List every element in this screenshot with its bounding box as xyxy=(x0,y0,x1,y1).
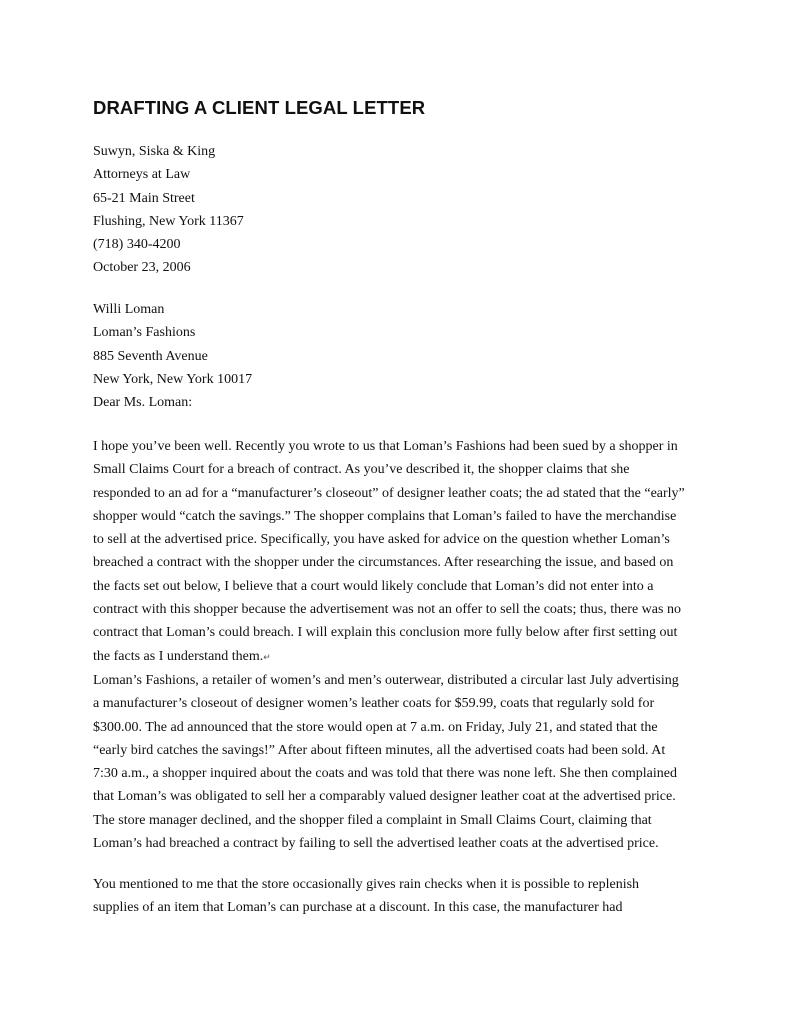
paragraph-mark-icon: ↵ xyxy=(263,651,271,662)
body-line: responded to an ad for a “manufacturer’s closeout” of designer leather coats; the ad stated that the “early” xyxy=(93,485,685,501)
sender-firm: Suwyn, Siska & King xyxy=(93,144,216,159)
body-line: breached a contract with the shopper under the circumstances. After researching the issue, and based on xyxy=(93,555,674,571)
body-line: that Loman’s was obligated to sell her a comparably valued designer leather coat at the advertised price. xyxy=(93,789,676,805)
body-line: a manufacturer’s closeout of designer women’s leather coats for $59.99, coats that regularly sold for xyxy=(93,696,655,712)
body-line: The store manager declined, and the shopper filed a complaint in Small Claims Court, claiming that xyxy=(93,812,652,828)
body-line: I hope you’ve been well. Recently you wrote to us that Loman’s Fashions had been sued by a shopper in xyxy=(93,439,678,454)
sender-city: Flushing, New York 11367 xyxy=(93,213,244,229)
document-title: DRAFTING A CLIENT LEGAL LETTER xyxy=(93,97,426,118)
body-line: Small Claims Court for a breach of contract. As you’ve described it, the shopper claims that she xyxy=(93,462,630,478)
sender-address-block xyxy=(93,140,244,280)
body-line-last xyxy=(93,645,685,669)
body-line: $300.00. The ad announced that the store would open at 7 a.m. on Friday, July 21, and stated that the xyxy=(93,719,658,735)
body-line: contract with this shopper because the advertisement was not an offer to sell the coats; thus, there was no xyxy=(93,602,681,618)
body-line: supplies of an item that Loman’s can purchase at a discount. In this case, the manufacturer had xyxy=(93,900,623,916)
body-line: contract that Loman’s could breach. I will explain this conclusion more fully below after first setting out xyxy=(93,625,678,641)
body-line: 7:30 a.m., a shopper inquired about the coats and was told that there was none left. She then complained xyxy=(93,766,677,782)
recipient-company: Loman’s Fashions xyxy=(93,325,196,341)
body-line-text: the facts as I understand them. xyxy=(93,648,264,664)
sender-street: 65-21 Main Street xyxy=(93,190,195,206)
letter-body-continued xyxy=(93,873,639,920)
letter-date: October 23, 2006 xyxy=(93,260,191,276)
sender-role: Attorneys at Law xyxy=(93,167,191,183)
sender-phone: (718) 340-4200 xyxy=(93,237,181,253)
recipient-street: 885 Seventh Avenue xyxy=(93,348,208,364)
body-line: shopper would “catch the savings.” The shopper complains that Loman’s failed to have the merchandise xyxy=(93,508,677,524)
recipient-address-block xyxy=(93,298,252,414)
body-line: Loman’s had breached a contract by failing to sell the advertised leather coats at the advertised price. xyxy=(93,836,659,852)
salutation: Dear Ms. Loman: xyxy=(93,395,193,411)
body-line: You mentioned to me that the store occasionally gives rain checks when it is possible to replenish xyxy=(93,877,640,892)
body-line: the facts set out below, I believe that a court would likely conclude that Loman’s did not enter into a xyxy=(93,578,654,594)
body-line: “early bird catches the savings!” After about fifteen minutes, all the advertised coats had been sold. At xyxy=(93,742,666,758)
recipient-name: Willi Loman xyxy=(93,302,165,317)
letter-body xyxy=(93,435,685,855)
recipient-city: New York, New York 10017 xyxy=(93,371,253,387)
body-line: Loman’s Fashions, a retailer of women’s and men’s outerwear, distributed a circular last July advertising xyxy=(93,672,679,688)
body-line: to sell at the advertised price. Specifically, you have asked for advice on the question whether Loman’s xyxy=(93,532,670,548)
